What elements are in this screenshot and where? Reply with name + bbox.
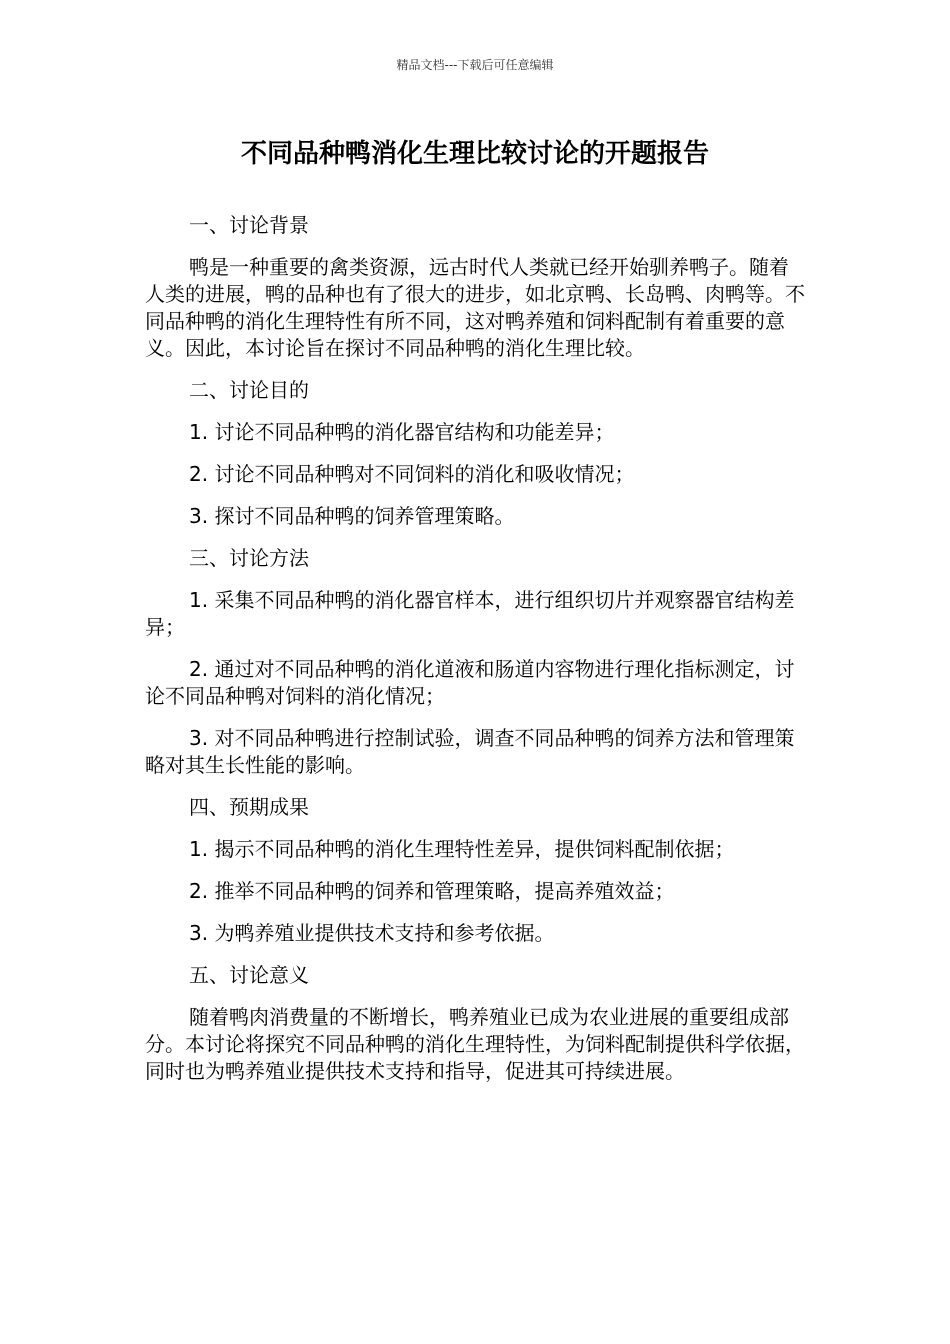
expected-result-item: 3. 为鸭养殖业提供技术支持和参考依据。 — [189, 921, 555, 945]
purpose-item: 2. 讨论不同品种鸭对不同饲料的消化和吸收情况； — [189, 462, 635, 486]
document-title: 不同品种鸭消化生理比较讨论的开题报告 — [240, 139, 709, 169]
background-paragraph: 鸭是一种重要的禽类资源，远古时代人类就已经开始驯养鸭子。随着人类的进展，鸭的品种也有了很大的进步，如北京鸭、长岛鸭、肉鸭等。不同品种鸭的消化生理特性有所不同，这对鸭养殖和饲料配制有着重要的意义。因此，本讨论旨在探讨不同品种鸭的消化生理比较。 — [145, 255, 805, 360]
document-body — [145, 212, 805, 1100]
section-heading-expected-results: 四、预期成果 — [189, 795, 309, 819]
method-item: 1. 采集不同品种鸭的消化器官样本，进行组织切片并观察器官结构差异； — [145, 588, 795, 639]
section-heading-method: 三、讨论方法 — [189, 546, 309, 570]
section-heading-background: 一、讨论背景 — [189, 213, 309, 237]
purpose-item: 1. 讨论不同品种鸭的消化器官结构和功能差异； — [189, 420, 615, 444]
expected-result-item: 2. 推举不同品种鸭的饲养和管理策略，提高养殖效益； — [189, 879, 675, 903]
method-item: 2. 通过对不同品种鸭的消化道液和肠道内容物进行理化指标测定，讨论不同品种鸭对饲料的消化情况； — [145, 657, 795, 708]
purpose-item: 3. 探讨不同品种鸭的饲养管理策略。 — [189, 504, 515, 528]
expected-result-item: 1. 揭示不同品种鸭的消化生理特性差异，提供饲料配制依据； — [189, 837, 735, 861]
method-item: 3. 对不同品种鸭进行控制试验，调查不同品种鸭的饲养方法和管理策略对其生长性能的影响。 — [145, 726, 795, 777]
header-note: 精品文档---下载后可任意编辑 — [396, 58, 554, 72]
section-heading-purpose: 二、讨论目的 — [189, 378, 309, 402]
significance-paragraph: 随着鸭肉消费量的不断增长，鸭养殖业已成为农业进展的重要组成部分。本讨论将探究不同品种鸭的消化生理特性，为饲料配制提供科学依据，同时也为鸭养殖业提供技术支持和指导，促进其可持续进展。 — [145, 1005, 805, 1083]
section-heading-significance: 五、讨论意义 — [189, 963, 309, 987]
